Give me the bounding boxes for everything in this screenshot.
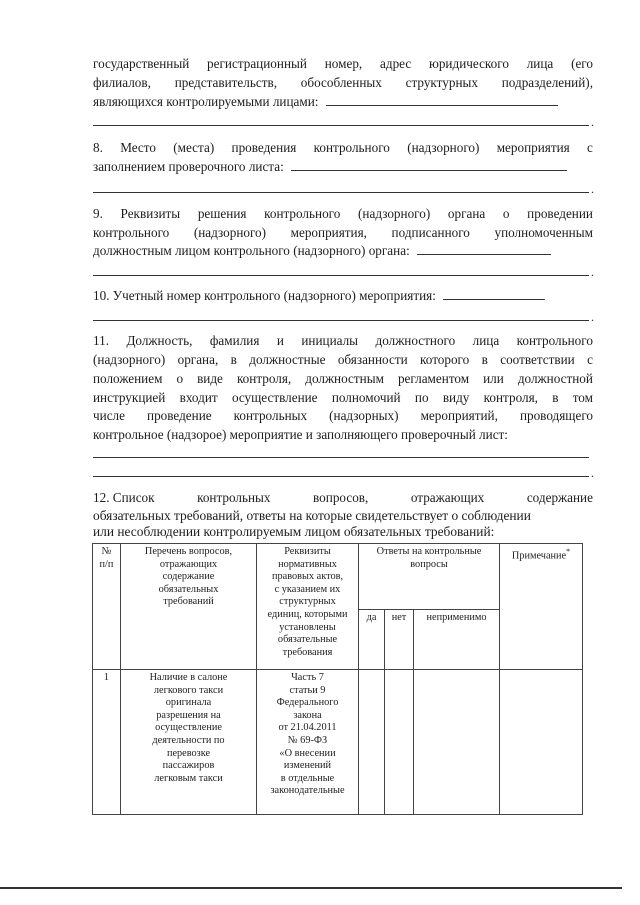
- word: решения: [197, 206, 247, 221]
- word: в: [481, 352, 488, 367]
- word: том: [572, 390, 593, 405]
- word: обязанности: [337, 352, 408, 367]
- section12-line-2: [93, 508, 599, 524]
- section12-line-3: [93, 524, 599, 540]
- official-field-continued[interactable]: [93, 476, 589, 477]
- word: проведение: [147, 408, 212, 423]
- table-row: [93, 670, 583, 815]
- section10-label: 10. Учетный номер контрольного (надзорного) мероприятия:: [93, 288, 436, 303]
- word: 11.: [93, 333, 109, 348]
- header-no: нет: [385, 610, 414, 670]
- word: проведении: [527, 206, 593, 221]
- word: соответствии: [500, 352, 575, 367]
- word: содержание: [526, 490, 593, 505]
- word: (надзорного): [93, 352, 166, 367]
- word: полномочий: [331, 390, 401, 405]
- word: номер,: [324, 56, 363, 71]
- word: числе: [93, 408, 125, 423]
- word: виде: [197, 371, 223, 386]
- word: структурных: [405, 75, 478, 90]
- row-num: 1: [93, 670, 121, 815]
- legal-entity-field-continued[interactable]: [93, 125, 589, 126]
- period: .: [591, 310, 594, 324]
- word: представительств,: [174, 75, 278, 90]
- header-note: Примечание*: [500, 544, 583, 670]
- word: должностные: [249, 352, 326, 367]
- word: которого: [420, 352, 470, 367]
- word: государственный: [93, 56, 190, 71]
- word: мероприятий,: [420, 408, 498, 423]
- word: контрольных: [233, 408, 308, 423]
- word: обособленных: [300, 75, 382, 90]
- word: с: [587, 352, 593, 367]
- word: 8.: [93, 140, 103, 155]
- section11-label: контрольное (надзорое) мероприятие и заполняющего проверочный лист:: [93, 427, 508, 442]
- section7-label: являющихся контролируемыми лицами:: [93, 94, 319, 109]
- word: (места): [173, 140, 215, 155]
- word: о: [502, 206, 510, 221]
- word: 12. Список: [93, 490, 155, 505]
- section9-line-1: [93, 206, 593, 222]
- word: должностной: [517, 371, 593, 386]
- word: контроля,: [236, 371, 292, 386]
- legal-entity-field[interactable]: [326, 94, 558, 106]
- answer-yes-cell[interactable]: [359, 670, 385, 815]
- period: .: [591, 115, 594, 129]
- word: (надзорных): [329, 408, 399, 423]
- note-asterisk: *: [566, 547, 571, 556]
- decision-requisites-field-continued[interactable]: [93, 275, 589, 276]
- scan-edge-line: [0, 887, 622, 889]
- word: Должность,: [126, 333, 193, 348]
- word: контроля,: [483, 390, 538, 405]
- header-yes: да: [359, 610, 385, 670]
- event-number-field[interactable]: [443, 288, 545, 300]
- word: осуществление: [231, 390, 318, 405]
- word: адрес: [380, 56, 412, 71]
- word: органа,: [177, 352, 219, 367]
- word: должностного: [375, 333, 456, 348]
- row-question: Наличие в салоне легкового такси оригинала разрешения на осуществление деятельности по перевозке пассажиров легковым такси: [121, 670, 257, 815]
- section11-line-4: [93, 390, 593, 406]
- section8-label: заполнением проверочного листа:: [93, 159, 284, 174]
- word: Реквизиты: [120, 206, 181, 221]
- section9-label: должностным лицом контрольного (надзорного) органа:: [93, 243, 410, 258]
- header-na: неприменимо: [414, 610, 500, 670]
- word: должностным: [305, 371, 384, 386]
- section12-line-2-text: обязательных требований, ответы на которые свидетельствует о соблюдении: [93, 508, 531, 523]
- header-answers: Ответы на контрольные вопросы: [359, 544, 500, 610]
- word: контрольного: [264, 206, 341, 221]
- word: входит: [179, 390, 218, 405]
- venue-field-continued[interactable]: [93, 192, 589, 193]
- section7-line-2: [93, 75, 593, 91]
- word: в: [552, 390, 559, 405]
- section12-line-3-text: или несоблюдении контролируемым лицом обязательных требований:: [93, 524, 495, 539]
- section10-line-1: [93, 288, 593, 304]
- section9-line-2: [93, 225, 593, 241]
- word: и: [276, 333, 284, 348]
- official-field[interactable]: [93, 457, 589, 458]
- section11-line-3: [93, 371, 593, 387]
- word: (надзорного): [193, 225, 267, 240]
- word: Место: [120, 140, 156, 155]
- answer-no-cell[interactable]: [385, 670, 414, 815]
- period: .: [591, 466, 594, 480]
- word: подписанного: [391, 225, 470, 240]
- word: о: [176, 371, 184, 386]
- decision-requisites-field[interactable]: [417, 243, 551, 255]
- section9-line-3: [93, 243, 593, 259]
- section7-line-1: [93, 56, 593, 72]
- section11-line-2: [93, 352, 593, 368]
- section7-line-3: [93, 94, 593, 110]
- header-questions: Перечень вопросов, отражающих содержание обязательных требований: [121, 544, 257, 670]
- word: подразделений),: [501, 75, 593, 90]
- word: контрольных: [197, 490, 271, 505]
- word: вопросов,: [313, 490, 369, 505]
- period: .: [591, 182, 594, 196]
- word: мероприятия,: [290, 225, 367, 240]
- checklist-table: [92, 543, 583, 815]
- word: регламентом: [397, 371, 470, 386]
- word: проводящего: [519, 408, 593, 423]
- word: филиалов,: [93, 75, 151, 90]
- word: по: [414, 390, 429, 405]
- event-number-field-continued[interactable]: [93, 320, 589, 321]
- header-num: № п/п: [93, 544, 121, 670]
- word: 9.: [93, 206, 103, 221]
- section8-line-1: [93, 140, 593, 156]
- section11-line-6: [93, 427, 593, 443]
- header-requisites: Реквизиты нормативных правовых актов, с указанием их структурных единиц, которыми установлены обязательные требования: [257, 544, 359, 670]
- word: (надзорного): [358, 206, 431, 221]
- word: в: [230, 352, 237, 367]
- word: фамилия: [209, 333, 260, 348]
- row-requisites: Часть 7 статьи 9 Федерального закона от 21.04.2011 № 69-ФЗ «О внесении изменений в отдельные законодательные: [257, 670, 359, 815]
- word: органа: [447, 206, 486, 221]
- word: виду: [442, 390, 470, 405]
- word: или: [483, 371, 504, 386]
- section11-line-5: [93, 408, 593, 424]
- word: (его: [571, 56, 593, 71]
- word: инструкцией: [93, 390, 166, 405]
- word: инициалы: [301, 333, 359, 348]
- word: лица: [526, 56, 554, 71]
- section8-line-2: [93, 159, 593, 175]
- table-header-row: [93, 544, 583, 610]
- word: лица: [472, 333, 500, 348]
- word: регистрационный: [207, 56, 307, 71]
- word: контрольного: [93, 225, 170, 240]
- venue-field[interactable]: [291, 159, 567, 171]
- word: контрольного: [516, 333, 593, 348]
- section12-line-1: [93, 490, 593, 506]
- word: проведения: [231, 140, 297, 155]
- word: с: [587, 140, 593, 155]
- word: мероприятия: [496, 140, 570, 155]
- section11-line-1: [93, 333, 593, 349]
- word: уполномоченным: [494, 225, 593, 240]
- note-cell[interactable]: [500, 670, 583, 815]
- period: .: [591, 265, 594, 279]
- word: положением: [93, 371, 163, 386]
- word: отражающих: [410, 490, 485, 505]
- answer-na-cell[interactable]: [414, 670, 500, 815]
- word: контрольного: [313, 140, 390, 155]
- word: юридического: [428, 56, 509, 71]
- word: (надзорного): [407, 140, 480, 155]
